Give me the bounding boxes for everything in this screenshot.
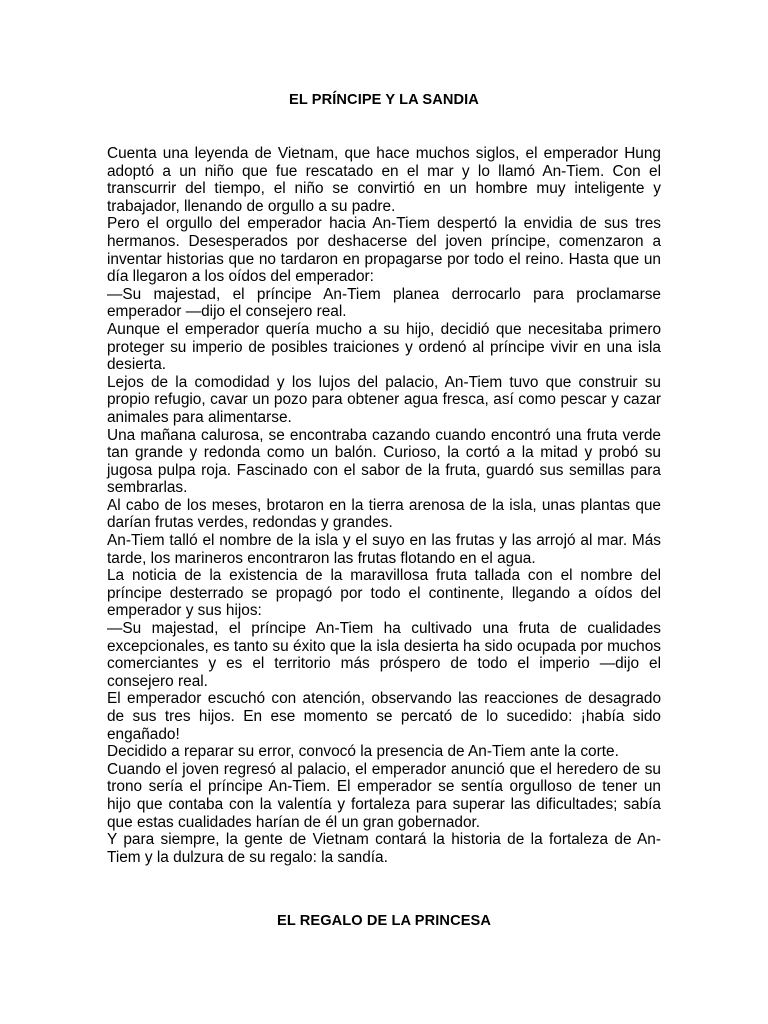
paragraph: Una mañana calurosa, se encontraba cazando cuando encontró una fruta verde tan grande y redonda como un balón. Curioso, la cortó a la mitad y probó su jugosa pulpa roja. Fascinado con el sabor de la fruta, guardó sus semillas para sembrarlas. bbox=[107, 426, 661, 497]
paragraph: Lejos de la comodidad y los lujos del palacio, An-Tiem tuvo que construir su propio refugio, cavar un pozo para obtener agua fresca, así como pescar y cazar animales para alimentarse. bbox=[107, 373, 661, 426]
paragraph: La noticia de la existencia de la maravillosa fruta tallada con el nombre del príncipe desterrado se propagó por todo el continente, llegando a oídos del emperador y sus hijos: bbox=[107, 567, 661, 620]
paragraph: —Su majestad, el príncipe An-Tiem planea derrocarlo para proclamarse emperador —dijo el consejero real. bbox=[107, 285, 661, 321]
paragraph: —Su majestad, el príncipe An-Tiem ha cultivado una fruta de cualidades excepcionales, es tanto su éxito que la isla desierta ha sido ocupada por muchos comerciantes y es el territorio más próspero de todo el imperio —dijo el consejero real. bbox=[107, 620, 661, 690]
paragraph: Pero el orgullo del emperador hacia An-Tiem despertó la envidia de sus tres hermanos. Desesperados por deshacerse del joven príncipe, comenzaron a inventar historias que no tardaron en propagarse por todo el reino. Hasta que un día llegaron a los oídos del emperador: bbox=[107, 215, 661, 286]
paragraph: Y para siempre, la gente de Vietnam contará la historia de la fortaleza de An-Tiem y la dulzura de su regalo: la sandía. bbox=[107, 831, 661, 866]
paragraph: Cuenta una leyenda de Vietnam, que hace muchos siglos, el emperador Hung adoptó a un niño que fue rescatado en el mar y lo llamó An-Tiem. Con el transcurrir del tiempo, el niño se convirtió en un hombre muy inteligente y trabajador, llenando de orgullo a su padre. bbox=[107, 145, 661, 215]
paragraph: An-Tiem talló el nombre de la isla y el suyo en las frutas y las arrojó al mar. Más tarde, los marineros encontraron las frutas flotando en el agua. bbox=[107, 532, 661, 567]
paragraph: Al cabo de los meses, brotaron en la tierra arenosa de la isla, unas plantas que darían frutas verdes, redondas y grandes. bbox=[107, 496, 661, 532]
paragraph: El emperador escuchó con atención, observando las reacciones de desagrado de sus tres hijos. En ese momento se percató de lo sucedido: ¡había sido engañado! bbox=[107, 690, 661, 743]
story-title: EL PRÍNCIPE Y LA SANDIA bbox=[289, 92, 479, 108]
next-story-title: EL REGALO DE LA PRINCESA bbox=[276, 913, 492, 929]
paragraph: Aunque el emperador quería mucho a su hijo, decidió que necesitaba primero proteger su imperio de posibles traiciones y ordenó al príncipe vivir en una isla desierta. bbox=[107, 320, 661, 374]
paragraph: Cuando el joven regresó al palacio, el emperador anunció que el heredero de su trono sería el príncipe An-Tiem. El emperador se sentía orgulloso de tener un hijo que contaba con la valentía y fortaleza para superar las dificultades; sabía que estas cualidades harían de él un gran gobernador. bbox=[107, 760, 661, 831]
paragraph: Decidido a reparar su error, convocó la presencia de An-Tiem ante la corte. bbox=[107, 743, 619, 761]
story-body bbox=[107, 145, 661, 866]
